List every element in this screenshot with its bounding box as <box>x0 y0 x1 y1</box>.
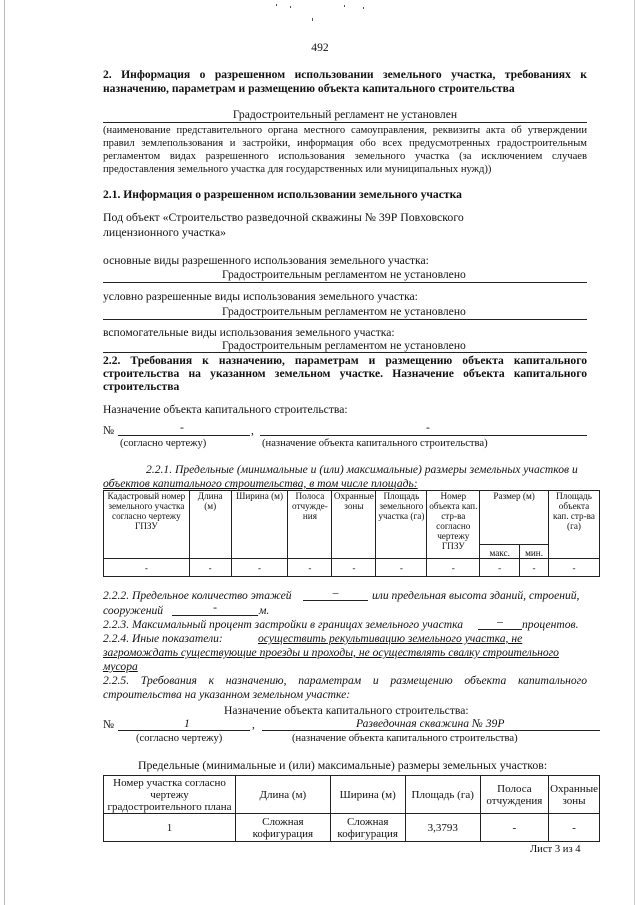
floors-label: 2.2.2. Предельное количество этажей <box>103 589 292 602</box>
cell: - <box>427 559 480 577</box>
regulation-note-line1: (наименование представительного органа местного самоуправления, реквизиты акта об утверждении <box>103 125 587 136</box>
purpose-label-2: Назначение объекта капитального строительства: <box>224 704 469 717</box>
col-area-2: Площадь (га) <box>405 776 480 814</box>
col-cadastral: Кадастровый номер земельного участка согласно чертежу ГПЗУ <box>104 491 190 559</box>
cell: - <box>189 559 231 577</box>
number-comma-2: , <box>252 718 255 731</box>
col-objnum: Номер объекта кап. стр-ва согласно чертежу ГПЗУ <box>427 491 480 559</box>
col-protect: Охранные зоны <box>332 491 376 559</box>
regulation-note-line2: правил землепользования и застройки, информация обо всех предусмотренных градостроительным <box>103 138 587 149</box>
table-row <box>104 559 600 577</box>
caption-purpose-2: (назначение объекта капитального строительства) <box>292 733 518 744</box>
object-description-line1: Под объект «Строительство разведочной скважины № 39Р Повховского <box>103 210 464 224</box>
caption-purpose: (назначение объекта капитального строительства) <box>262 438 488 449</box>
cell: - <box>480 814 548 842</box>
sheet-footer: Лист 3 из 4 <box>530 844 581 855</box>
coverage-unit: процентов. <box>522 618 579 631</box>
col-max: макс. <box>480 545 520 559</box>
conditional-use-value: Градостроительным регламентом не установлено <box>222 305 466 318</box>
left-margin-edge <box>4 0 5 905</box>
coverage-label: 2.2.3. Максимальный процент застройки в границах земельного участка <box>103 618 464 631</box>
purpose-value: - <box>426 421 430 434</box>
section-2-2-1-line2: объектов капитального строительства, в том числе площадь: <box>103 477 418 490</box>
purpose-label: Назначение объекта капитального строительства: <box>103 403 348 416</box>
coverage-value: – <box>497 615 503 628</box>
other-indicators-label: 2.2.4. Иные показатели: <box>103 632 223 645</box>
col-area: Площадь земельного участка (га) <box>376 491 427 559</box>
section-2-2-5-line1: 2.2.5. Требования к назначению, параметрам и размещению объекта капитального <box>103 674 587 687</box>
col-size: Размер (м) <box>480 491 549 545</box>
height-label: или предельная высота зданий, строений, <box>372 589 580 602</box>
col-strip-2: Полоса отчуждения <box>480 776 548 814</box>
height-value: - <box>213 601 217 614</box>
section-2-2-1-line1: 2.2.1. Предельные (минимальные и (или) максимальные) размеры земельных участков и <box>146 463 578 476</box>
conditional-use-label: условно разрешенные виды использования земельного участка: <box>103 290 418 303</box>
other-indicators-line3: мусора <box>103 660 138 673</box>
purpose-underline <box>260 435 587 436</box>
other-indicators-line2: загромождать существующие проезды и проходы, не осуществлять свалку строительного <box>103 646 559 659</box>
number-sign-2: № <box>103 718 115 731</box>
cell: Сложная кофигурация <box>236 814 331 842</box>
col-min: мин. <box>520 545 549 559</box>
cell: - <box>549 814 600 842</box>
caption-drawing: (согласно чертежу) <box>120 438 207 449</box>
regulation-note-line3: регламентом видах разрешенного использования земельного участка (за исключением случаев <box>103 151 587 162</box>
conditional-use-underline <box>103 319 587 320</box>
main-use-underline <box>103 282 587 283</box>
cell: - <box>549 559 600 577</box>
number-value: - <box>180 421 184 434</box>
section-2-2-title-line1: 2.2. Требования к назначению, параметрам и размещению объекта капитального <box>103 354 587 367</box>
number-underline <box>118 435 250 436</box>
floors-underline <box>303 600 368 601</box>
floors-value: – <box>332 586 339 599</box>
section-2-title-line2: назначению, параметрам и размещению объекта капитального строительства <box>103 82 515 95</box>
section-2-2-title-line2: строительства на указанном земельном участке. Назначение объекта капитального <box>103 367 587 380</box>
cell: - <box>288 559 332 577</box>
main-use-label: основные виды разрешенного использования земельного участка: <box>103 254 429 267</box>
col-length: Длина (м) <box>189 491 231 559</box>
auxiliary-use-value: Градостроительным регламентом не установлено <box>222 339 466 352</box>
col-protect-2: Охранные зоны <box>549 776 600 814</box>
other-indicators-line1: осуществить рекультивацию земельного участка, не <box>258 632 523 645</box>
col-width: Ширина (м) <box>231 491 288 559</box>
number-value-2: 1 <box>184 717 190 730</box>
section-2-title-line1: 2. Информация о разрешенном использовании земельного участка, требованиях к <box>103 68 587 81</box>
auxiliary-use-label: вспомогательные виды использования земельного участка: <box>103 326 395 339</box>
parameters-table <box>103 490 600 577</box>
number-comma: , <box>251 424 254 437</box>
section-2-2-title-line3: строительства <box>103 380 180 393</box>
cell: - <box>376 559 427 577</box>
regulation-note-line4: предоставления земельного участка для государственных или муниципальных нужд)) <box>103 164 492 175</box>
cell: - <box>480 559 520 577</box>
right-margin-edge <box>634 0 635 905</box>
col-plot-number: Номер участка согласно чертежу градостроительного плана <box>104 776 236 814</box>
number-sign: № <box>103 424 115 437</box>
cell: 1 <box>104 814 236 842</box>
purpose-underline-2 <box>262 730 600 731</box>
col-objarea: Площадь объекта кап. стр-ва (га) <box>549 491 600 559</box>
cell: 3,3793 <box>405 814 480 842</box>
sizes-title: Предельные (минимальные и (или) максимальные) размеры земельных участков: <box>138 758 548 772</box>
cell: - <box>520 559 549 577</box>
page-number: 492 <box>311 41 329 54</box>
coverage-underline <box>478 629 522 630</box>
number-underline-2 <box>118 730 250 731</box>
purpose-value-2: Разведочная скважина № 39Р <box>356 717 505 730</box>
auxiliary-use-underline <box>103 352 587 353</box>
main-use-value: Градостроительным регламентом не установлено <box>222 268 466 281</box>
cell: - <box>104 559 190 577</box>
cell: Сложная кофигурация <box>330 814 405 842</box>
height-underline <box>172 615 258 616</box>
height-unit: м. <box>259 604 270 617</box>
regulation-value: Градостроительный регламент не установлен <box>232 108 458 121</box>
cell: - <box>231 559 288 577</box>
cell: - <box>332 559 376 577</box>
structures-label: сооружений <box>103 604 164 617</box>
col-width-2: Ширина (м) <box>330 776 405 814</box>
col-length-2: Длина (м) <box>236 776 331 814</box>
caption-drawing-2: (согласно чертежу) <box>136 733 223 744</box>
table-row <box>104 814 600 842</box>
plot-sizes-table <box>103 775 600 842</box>
object-description-line2: лицензионного участка» <box>103 225 226 239</box>
section-2-2-5-line2: строительства на указанном земельном участке: <box>103 688 351 701</box>
section-2-1-title: 2.1. Информация о разрешенном использовании земельного участка <box>103 188 462 201</box>
scan-noise <box>268 2 388 12</box>
col-strip: Полоса отчужде-ния <box>288 491 332 559</box>
regulation-underline <box>103 122 587 123</box>
